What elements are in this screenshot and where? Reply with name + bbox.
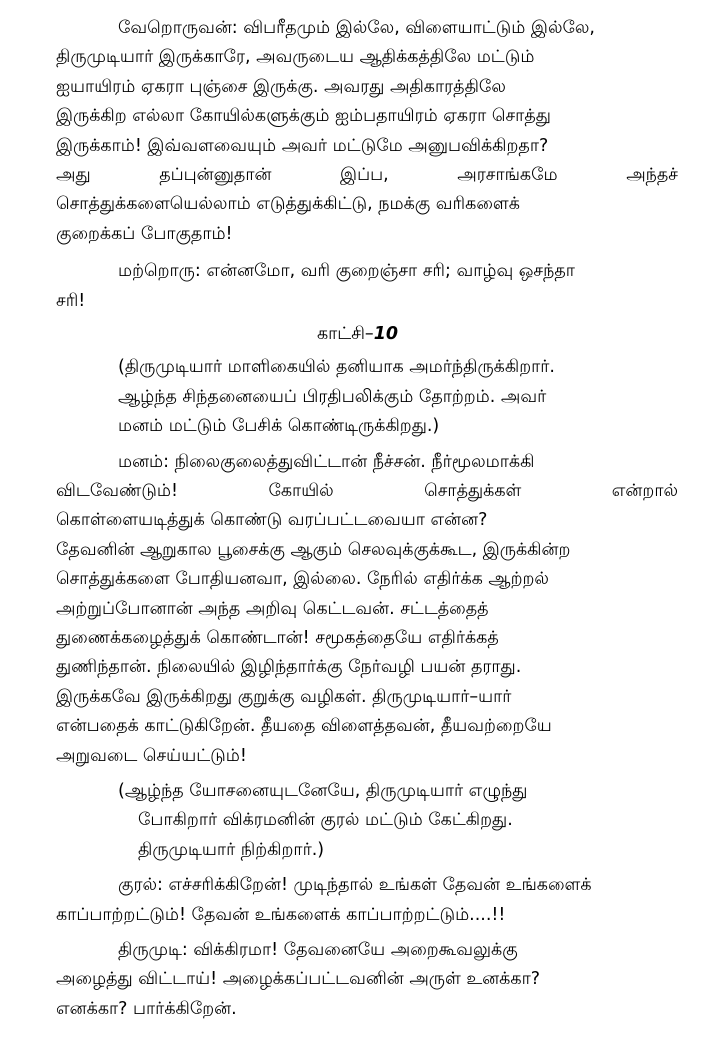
dialogue-line: சரி! <box>56 290 86 311</box>
word: தப்புன்னுதான் <box>159 165 272 185</box>
stage-direction-line: (ஆழ்ந்த யோசனையுடனேயே, திருமுடியார் எழுந்து <box>118 781 528 801</box>
monologue-line: தேவனின் ஆறுகால பூசைக்கு ஆகும் செலவுக்குக்கூட, இருக்கின்ற <box>56 539 571 560</box>
dialogue-line: சொத்துக்களையெல்லாம் எடுத்துக்கிட்டு, நமக்கு வரிகளைக் <box>56 194 520 215</box>
word: என்றால் <box>611 481 678 501</box>
voice-line: காப்பாற்றட்டும்! தேவன் உங்களைக் காப்பாற்றட்டும்....!! <box>56 904 506 925</box>
monologue-line-justified <box>56 479 678 503</box>
dialogue-line: திருமுடியார் இருக்காரே, அவருடைய ஆதிக்கத்திலே மட்டும் <box>56 47 535 68</box>
dialogue-line: இருக்காம்! இவ்வளவையும் அவர் மட்டுமே அனுபவிக்கிறதா? <box>56 135 549 156</box>
dialogue-line: இருக்கிற எல்லா கோயில்களுக்கும் ஐம்பதாயிரம் ஏகரா சொத்து <box>56 106 551 127</box>
dialogue-line: வேறொருவன்: விபரீதமும் இல்லே, விளையாட்டும் இல்லே, <box>118 18 595 38</box>
dialogue-line-justified <box>56 163 678 187</box>
monologue-line: இருக்கவே இருக்கிறது குறுக்கு வழிகள். திருமுடியார்–யார் <box>56 686 512 707</box>
stage-direction-line: மனம் மட்டும் பேசிக் கொண்டிருக்கிறது.) <box>118 416 440 437</box>
word: விடவேண்டும்! <box>56 481 178 501</box>
monologue-line: சொத்துக்களை போதியனவா, இல்லை. நேரில் எதிர்க்க ஆற்றல் <box>56 569 549 590</box>
tirumudi-line: திருமுடி: விக்கிரமா! தேவனையே அறைகூவலுக்கு <box>118 940 518 960</box>
dialogue-line: ஐயாயிரம் ஏகரா புஞ்சை இருக்கு. அவரது அதிகாரத்திலே <box>56 76 506 97</box>
voice-line: குரல்: எச்சரிக்கிறேன்! முடிந்தால் உங்கள் தேவன் உங்களைக் <box>118 875 592 896</box>
monologue-line: துணிந்தான். நிலையில் இழிந்தார்க்கு நேர்வழி பயன் தராது. <box>56 657 522 678</box>
scene-heading-number: 10 <box>373 324 399 344</box>
word: அரசாங்கமே <box>457 165 558 185</box>
word: அது <box>56 165 91 185</box>
stage-direction-line: (திருமுடியார் மாளிகையில் தனியாக அமர்ந்திருக்கிறார். <box>118 357 555 378</box>
tirumudi-line: அழைத்து விட்டாய்! அழைக்கப்பட்டவனின் அருள் உனக்கா? <box>56 969 541 990</box>
stage-direction-line: திருமுடியார் நிற்கிறார்.) <box>138 839 325 860</box>
word: அந்தச் <box>626 165 678 185</box>
dialogue-line: மற்றொரு: என்னமோ, வரி குறைஞ்சா சரி; வாழ்வு ஒசந்தா <box>118 261 575 282</box>
word: கோயில் <box>268 481 334 501</box>
monologue-line: கொள்ளையடித்துக் கொண்டு வரப்பட்டவையா என்ன? <box>56 510 488 531</box>
monologue-line: அற்றுப்போனான் அந்த அறிவு கெட்டவன். சட்டத்தைத் <box>56 598 489 619</box>
stage-direction-line: போகிறார் விக்ரமனின் குரல் மட்டும் கேட்கிறது. <box>138 810 513 831</box>
monologue-line: மனம்: நிலைகுலைத்துவிட்டான் நீச்சன். நீர்மூலமாக்கி <box>118 451 535 472</box>
dialogue-line: குறைக்கப் போகுதாம்! <box>56 223 233 244</box>
stage-direction-line: ஆழ்ந்த சிந்தனையைப் பிரதிபலிக்கும் தோற்றம். அவர் <box>118 386 547 407</box>
word: சொத்துக்கள் <box>424 481 522 501</box>
scene-heading <box>0 322 715 346</box>
scene-heading-label: காட்சி– <box>316 324 374 344</box>
word: இப்ப, <box>340 165 389 185</box>
tirumudi-line: எனக்கா? பார்க்கிறேன். <box>56 998 237 1019</box>
monologue-line: துணைக்கழைத்துக் கொண்டான்! சமூகத்தையே எதிர்க்கத் <box>56 628 499 648</box>
monologue-line: என்பதைக் காட்டுகிறேன். தீயதை விளைத்தவன், தீயவற்றையே <box>56 716 552 737</box>
monologue-line: அறுவடை செய்யட்டும்! <box>56 745 247 766</box>
